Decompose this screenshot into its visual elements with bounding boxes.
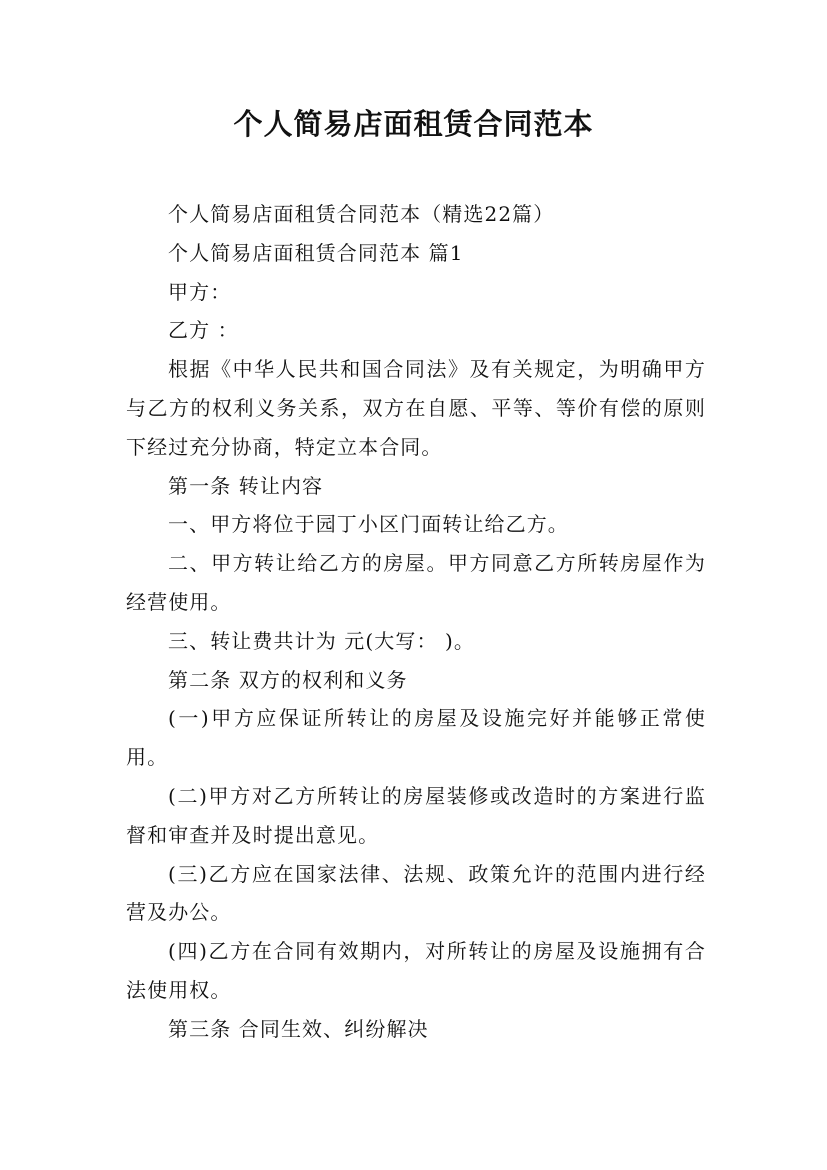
document-title: 个人简易店面租赁合同范本 [233, 107, 594, 141]
paragraph-article-1: 第一条 转让内容 [168, 473, 324, 498]
paragraph-subtitle: 个人简易店面租赁合同范本（精选22篇） [168, 202, 555, 226]
paragraph-clause: 三、转让费共计为 元(大写： )。 [168, 628, 476, 653]
paragraph-preamble: 根据《中华人民共和国合同法》及有关规定，为明确甲方与乙方的权利义务关系，双方在自愿、平等、等价有偿的原则下经过充分协商，特定立本合同。 [126, 357, 706, 459]
paragraph-clause: (三)乙方应在国家法律、法规、政策允许的范围内进行经营及办公。 [126, 861, 706, 925]
paragraph-clause: 一、甲方将位于园丁小区门面转让给乙方。 [168, 512, 569, 537]
paragraph-party-b: 乙方 ： [168, 318, 239, 343]
paragraph-section-heading: 个人简易店面租赁合同范本 篇1 [168, 240, 464, 265]
paragraph-clause: (一)甲方应保证所转让的房屋及设施完好并能够正常使用。 [126, 706, 706, 770]
paragraph-clause: 二、甲方转让给乙方的房屋。甲方同意乙方所转房屋作为经营使用。 [126, 551, 706, 614]
paragraph-article-3: 第三条 合同生效、纠纷解决 [168, 1016, 429, 1041]
paragraph-article-2: 第二条 双方的权利和义务 [168, 667, 408, 692]
paragraph-clause: (四)乙方在合同有效期内，对所转让的房屋及设施拥有合法使用权。 [126, 939, 706, 1002]
paragraph-clause: (二)甲方对乙方所转让的房屋装修或改造时的方案进行监督和审查并及时提出意见。 [126, 783, 706, 847]
document-body [126, 195, 706, 1049]
paragraph-party-a: 甲方： [168, 279, 232, 304]
